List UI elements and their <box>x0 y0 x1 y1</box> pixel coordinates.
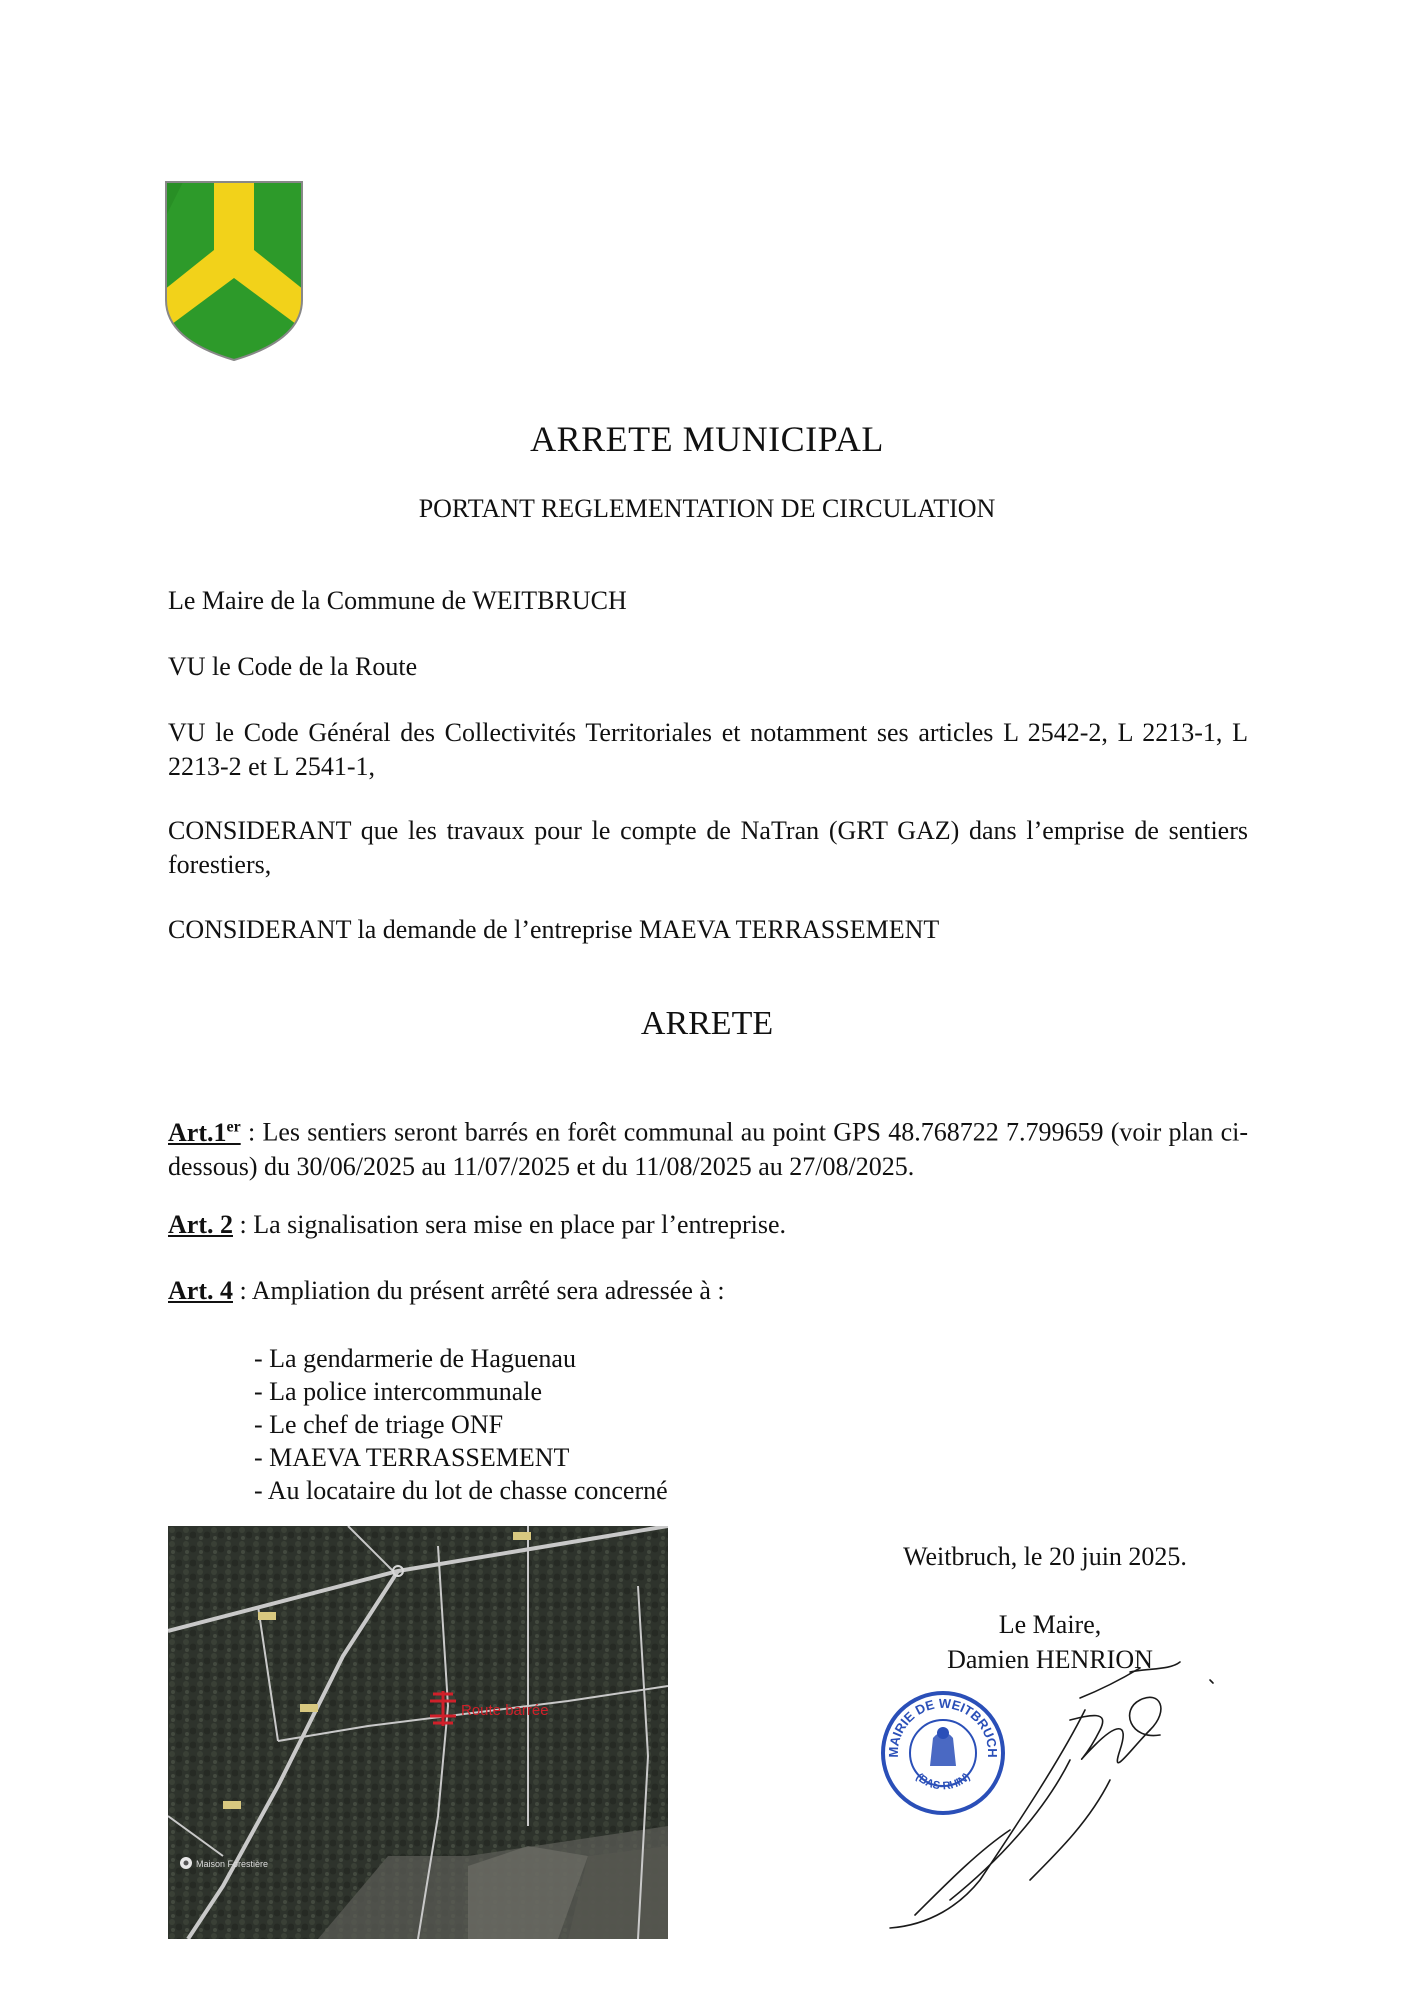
document-subtitle: PORTANT REGLEMENTATION DE CIRCULATION <box>418 494 996 523</box>
place-date: Weitbruch, le 20 juin 2025. <box>903 1542 1187 1571</box>
coat-of-arms-icon <box>164 180 304 362</box>
vu-code-route: VU le Code de la Route <box>168 652 418 681</box>
document-title: ARRETE MUNICIPAL <box>530 419 884 459</box>
list-item: - La police intercommunale <box>254 1377 543 1406</box>
recipient-list <box>254 1342 668 1507</box>
list-item: - MAEVA TERRASSEMENT <box>254 1443 570 1472</box>
article-4-label: Art. 4 <box>168 1276 233 1305</box>
arrete-heading: ARRETE <box>640 1005 774 1042</box>
article-2 <box>168 1208 1248 1242</box>
article-2-text: : La signalisation sera mise en place par l’entreprise. <box>232 1210 786 1239</box>
article-1-text: : Les sentiers seront barrés en forêt communal au point GPS 48.768722 7.799659 (voir plan ci-dessous) du 30/06/2025 au 11/07/2025 et du 11/08/2025 au 27/08/2025. <box>168 1117 1248 1181</box>
considerant-travaux: CONSIDERANT que les travaux pour le compte de NaTran (GRT GAZ) dans l’emprise de sentiers forestiers, <box>168 816 1248 879</box>
svg-text:(BAS-RHIN): (BAS-RHIN) <box>913 1771 973 1793</box>
signatory-name: Damien HENRION <box>947 1645 1153 1674</box>
considerant-demande: CONSIDERANT la demande de l’entreprise MAEVA TERRASSEMENT <box>168 915 940 944</box>
article-2-label: Art. 2 <box>168 1210 233 1239</box>
route-closed-label: Route barrée <box>461 1702 549 1719</box>
article-4-text: : Ampliation du présent arrêté sera adressée à : <box>232 1276 725 1305</box>
signatory-role: Le Maire, <box>998 1610 1102 1639</box>
list-item: - Le chef de triage ONF <box>254 1410 504 1439</box>
article-1 <box>168 1110 1248 1184</box>
list-item: - La gendarmerie de Haguenau <box>254 1344 576 1373</box>
intro-line: Le Maire de la Commune de WEITBRUCH <box>168 586 627 615</box>
list-item: - Au locataire du lot de chasse concerné <box>254 1476 668 1505</box>
handwritten-signature <box>830 1650 1230 1930</box>
article-1-label: Art.1er <box>168 1117 241 1147</box>
vu-cgct: VU le Code Général des Collectivités Territoriales et notamment ses articles L 2542-2, L 2213-1, L 2213-2 et L 2541-1, <box>168 718 1248 781</box>
poi-label: Maison Forestière <box>196 1859 269 1869</box>
svg-text:MAIRIE DE WEITBRUCH: MAIRIE DE WEITBRUCH <box>885 1695 1001 1758</box>
article-4 <box>168 1274 1248 1308</box>
location-map <box>168 1526 668 1939</box>
